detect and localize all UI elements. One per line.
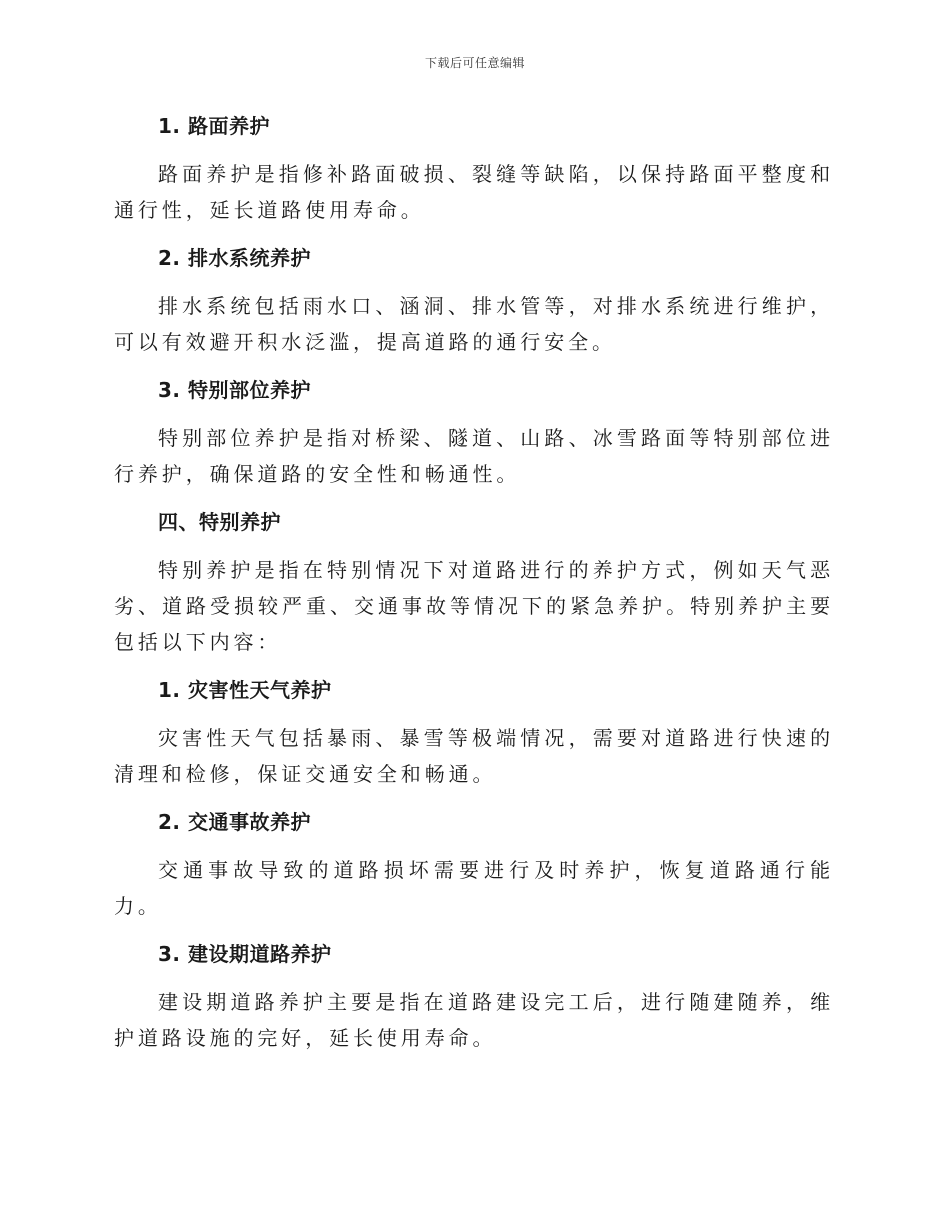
heading-road-surface: 1. 路面养护 xyxy=(158,114,270,138)
paragraph-disaster-weather: 灾害性天气包括暴雨、暴雪等极端情况，需要对道路进行快速的清理和检修，保证交通安全和畅通。 xyxy=(114,726,834,786)
heading-special-maintenance: 四、特别养护 xyxy=(158,510,281,534)
heading-disaster-weather: 1. 灾害性天气养护 xyxy=(158,678,332,702)
heading-traffic-accident: 2. 交通事故养护 xyxy=(158,810,311,834)
heading-special-parts: 3. 特别部位养护 xyxy=(158,378,311,402)
paragraph-construction-period: 建设期道路养护主要是指在道路建设完工后，进行随建随养，维护道路设施的完好，延长使用寿命。 xyxy=(114,990,834,1050)
document-body xyxy=(114,106,834,1066)
header-note: 下载后可任意编辑 xyxy=(424,56,525,70)
heading-drainage: 2. 排水系统养护 xyxy=(158,246,311,270)
paragraph-drainage: 排水系统包括雨水口、涵洞、排水管等，对排水系统进行维护，可以有效避开积水泛滥，提高道路的通行安全。 xyxy=(114,294,834,354)
paragraph-traffic-accident: 交通事故导致的道路损坏需要进行及时养护，恢复道路通行能力。 xyxy=(114,858,834,918)
paragraph-special-parts: 特别部位养护是指对桥梁、隧道、山路、冰雪路面等特别部位进行养护，确保道路的安全性和畅通性。 xyxy=(114,426,834,486)
paragraph-special-maintenance: 特别养护是指在特别情况下对道路进行的养护方式，例如天气恶劣、道路受损较严重、交通事故等情况下的紧急养护。特别养护主要包括以下内容： xyxy=(114,558,834,654)
heading-construction-period: 3. 建设期道路养护 xyxy=(158,942,332,966)
paragraph-road-surface: 路面养护是指修补路面破损、裂缝等缺陷，以保持路面平整度和通行性，延长道路使用寿命。 xyxy=(114,162,834,222)
